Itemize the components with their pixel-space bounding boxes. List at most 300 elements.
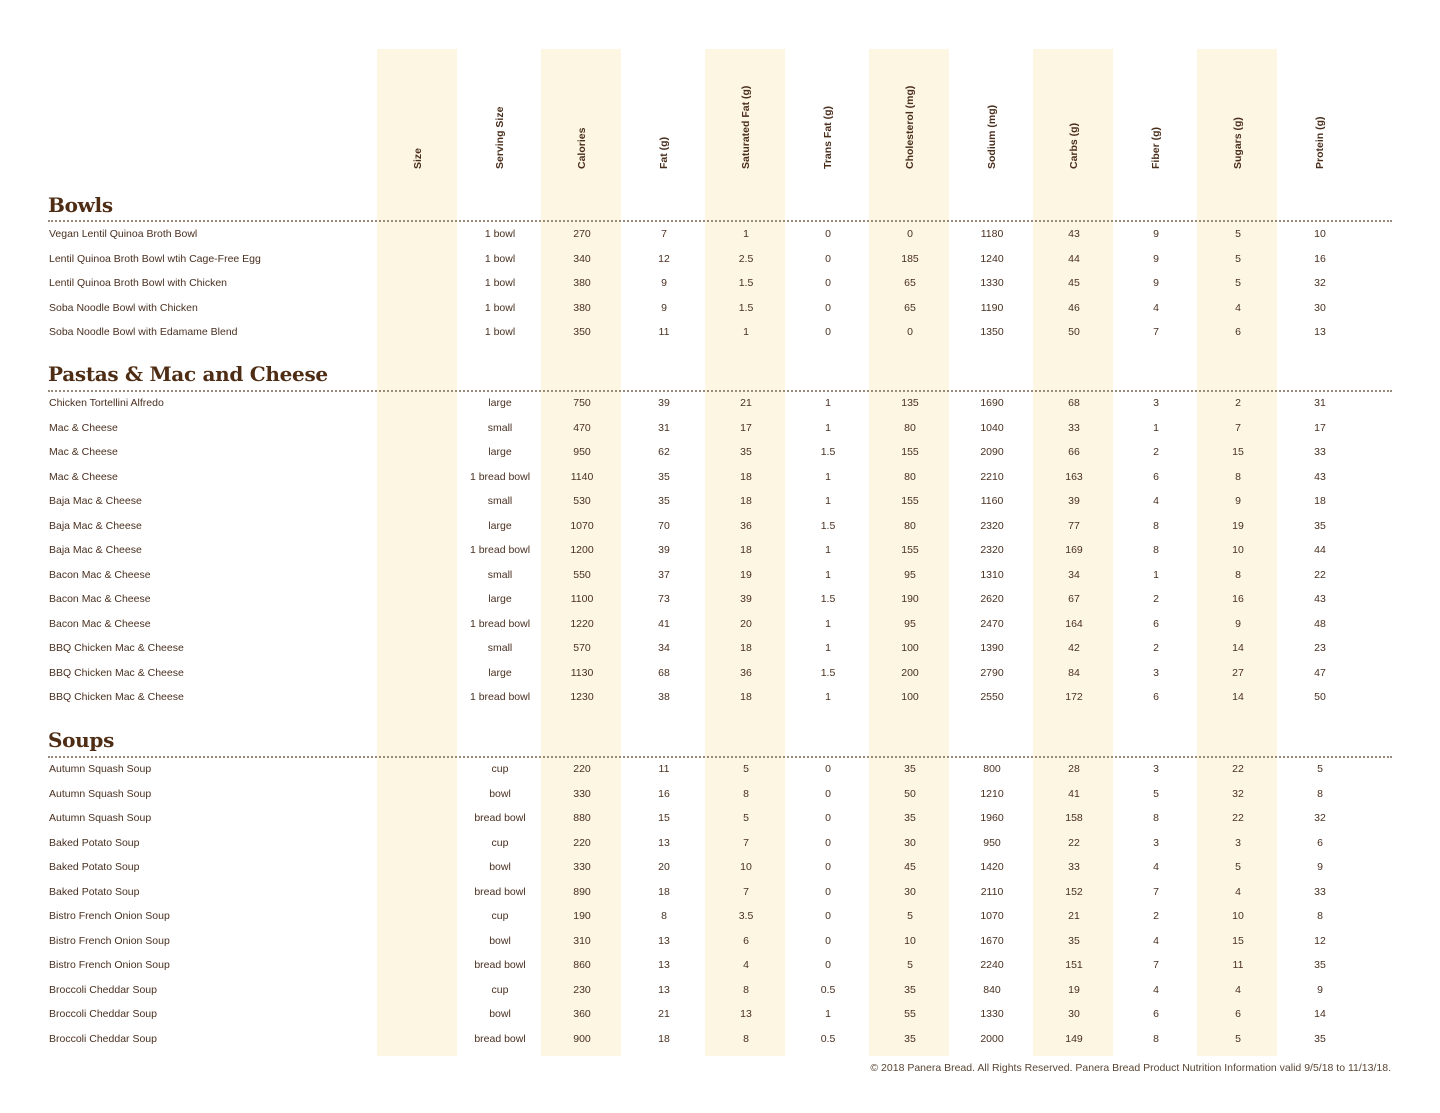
cell-sugars-g: 9 — [1235, 617, 1241, 630]
cell-sodium-mg: 1420 — [980, 861, 1004, 873]
cell-serving-size: cup — [491, 910, 509, 922]
cell-trans-fat-g: 0 — [825, 934, 831, 947]
cell-trans-fat-g: 1 — [825, 544, 831, 556]
cell-trans-fat-g: 1.5 — [820, 519, 836, 532]
cell-sodium-mg: 1070 — [980, 910, 1004, 922]
cell-fat-g: 31 — [658, 421, 670, 434]
cell-serving-size: bowl — [489, 1008, 511, 1020]
cell-fiber-g: 8 — [1153, 519, 1159, 532]
item-name: Baja Mac & Cheese — [49, 544, 142, 556]
cell-fiber-g: 9 — [1153, 228, 1159, 240]
cell-protein-g: 31 — [1314, 397, 1326, 409]
cell-cholesterol-mg: 0 — [907, 228, 913, 240]
cell-fiber-g: 3 — [1153, 397, 1159, 409]
cell-protein-g: 8 — [1317, 787, 1323, 800]
cell-sodium-mg: 1690 — [980, 397, 1004, 409]
cell-sugars-g: 2 — [1235, 397, 1241, 409]
cell-calories: 570 — [573, 642, 591, 654]
table-row — [0, 935, 1440, 959]
cell-cholesterol-mg: 30 — [904, 836, 916, 849]
cell-serving-size: 1 bread bowl — [469, 470, 531, 483]
cell-protein-g: 43 — [1314, 593, 1326, 605]
cell-protein-g: 12 — [1314, 934, 1326, 947]
table-row — [0, 763, 1440, 787]
cell-trans-fat-g: 0 — [825, 861, 831, 873]
cell-fat-g: 21 — [658, 1008, 670, 1020]
cell-fat-g: 39 — [658, 544, 670, 556]
item-name: Vegan Lentil Quinoa Broth Bowl — [49, 228, 198, 240]
cell-carbs-g: 77 — [1068, 519, 1080, 532]
cell-trans-fat-g: 1 — [825, 617, 831, 630]
cell-sugars-g: 6 — [1235, 326, 1241, 338]
cell-fiber-g: 3 — [1153, 836, 1159, 849]
item-name: Soba Noodle Bowl with Edamame Blend — [49, 326, 238, 338]
cell-saturated-fat-g: 6 — [743, 934, 749, 947]
cell-protein-g: 5 — [1317, 763, 1323, 775]
column-header-label: Cholesterol (mg) — [904, 85, 916, 169]
cell-serving-size: bread bowl — [474, 885, 526, 898]
cell-calories: 750 — [573, 397, 591, 409]
cell-trans-fat-g: 0 — [825, 959, 831, 971]
cell-trans-fat-g: 0 — [825, 228, 831, 240]
cell-fat-g: 35 — [658, 470, 670, 483]
column-header-label: Calories — [576, 127, 588, 169]
item-name: Autumn Squash Soup — [49, 763, 152, 775]
table-row — [0, 812, 1440, 836]
cell-fiber-g: 7 — [1153, 885, 1159, 898]
cell-calories: 230 — [573, 983, 591, 996]
cell-protein-g: 47 — [1314, 666, 1326, 679]
cell-calories: 1220 — [570, 617, 594, 630]
cell-calories: 270 — [573, 228, 591, 240]
cell-fiber-g: 1 — [1153, 568, 1159, 581]
item-name: Mac & Cheese — [49, 446, 118, 458]
cell-calories: 340 — [573, 252, 591, 265]
cell-protein-g: 30 — [1314, 301, 1326, 314]
cell-saturated-fat-g: 39 — [740, 593, 752, 605]
cell-saturated-fat-g: 1.5 — [738, 277, 754, 289]
item-name: Baked Potato Soup — [49, 861, 140, 873]
table-row — [0, 253, 1440, 277]
item-name: Bistro French Onion Soup — [49, 959, 170, 971]
cell-saturated-fat-g: 21 — [740, 397, 752, 409]
cell-saturated-fat-g: 35 — [740, 446, 752, 458]
item-name: Soba Noodle Bowl with Chicken — [49, 301, 198, 314]
cell-protein-g: 32 — [1314, 812, 1326, 824]
cell-saturated-fat-g: 7 — [743, 836, 749, 849]
column-header-label: Saturated Fat (g) — [740, 85, 752, 169]
cell-protein-g: 14 — [1314, 1008, 1326, 1020]
cell-serving-size: large — [488, 593, 512, 605]
cell-protein-g: 44 — [1314, 544, 1326, 556]
cell-fiber-g: 2 — [1153, 642, 1159, 654]
table-row — [0, 959, 1440, 983]
cell-sodium-mg: 1240 — [980, 252, 1004, 265]
cell-protein-g: 8 — [1317, 910, 1323, 922]
cell-sodium-mg: 2090 — [980, 446, 1004, 458]
cell-calories: 1130 — [570, 666, 594, 679]
cell-protein-g: 16 — [1314, 252, 1326, 265]
cell-fat-g: 11 — [658, 326, 670, 338]
cell-fiber-g: 6 — [1153, 617, 1159, 630]
item-name: BBQ Chicken Mac & Cheese — [49, 666, 184, 679]
cell-protein-g: 9 — [1317, 861, 1323, 873]
cell-sodium-mg: 1310 — [980, 568, 1004, 581]
item-name: Autumn Squash Soup — [49, 787, 152, 800]
cell-fat-g: 34 — [658, 642, 670, 654]
item-name: Broccoli Cheddar Soup — [49, 1008, 157, 1020]
cell-carbs-g: 34 — [1068, 568, 1080, 581]
cell-cholesterol-mg: 100 — [901, 691, 919, 703]
cell-serving-size: large — [488, 666, 512, 679]
cell-carbs-g: 67 — [1068, 593, 1080, 605]
cell-calories: 1230 — [570, 691, 594, 703]
cell-saturated-fat-g: 18 — [740, 691, 752, 703]
cell-cholesterol-mg: 185 — [901, 252, 919, 265]
cell-fiber-g: 7 — [1153, 959, 1159, 971]
table-row — [0, 446, 1440, 470]
cell-sugars-g: 4 — [1235, 301, 1241, 314]
cell-protein-g: 10 — [1314, 228, 1326, 240]
item-name: Bistro French Onion Soup — [49, 910, 170, 922]
cell-saturated-fat-g: 3.5 — [738, 910, 754, 922]
cell-sugars-g: 16 — [1232, 593, 1244, 605]
cell-cholesterol-mg: 80 — [904, 519, 916, 532]
table-row — [0, 861, 1440, 885]
cell-sugars-g: 14 — [1232, 642, 1244, 654]
cell-sugars-g: 22 — [1232, 763, 1244, 775]
cell-serving-size: bread bowl — [474, 959, 526, 971]
item-name: BBQ Chicken Mac & Cheese — [49, 642, 184, 654]
item-name: Baja Mac & Cheese — [49, 519, 142, 532]
cell-saturated-fat-g: 1 — [743, 326, 749, 338]
cell-fiber-g: 3 — [1153, 763, 1159, 775]
cell-sugars-g: 7 — [1235, 421, 1241, 434]
cell-sodium-mg: 1350 — [980, 326, 1004, 338]
table-row — [0, 471, 1440, 495]
cell-serving-size: bread bowl — [474, 812, 526, 824]
cell-sugars-g: 32 — [1232, 787, 1244, 800]
item-name: Baked Potato Soup — [49, 885, 140, 898]
cell-saturated-fat-g: 2.5 — [738, 252, 754, 265]
cell-fiber-g: 9 — [1153, 277, 1159, 289]
column-header-label: Fiber (g) — [1150, 127, 1162, 169]
cell-fat-g: 11 — [658, 763, 670, 775]
item-name: Bacon Mac & Cheese — [49, 617, 151, 630]
cell-sodium-mg: 1160 — [980, 495, 1004, 507]
cell-sugars-g: 19 — [1232, 519, 1244, 532]
table-row — [0, 422, 1440, 446]
cell-serving-size: cup — [491, 983, 509, 996]
cell-saturated-fat-g: 13 — [740, 1008, 752, 1020]
cell-fat-g: 12 — [658, 252, 670, 265]
cell-trans-fat-g: 1.5 — [820, 446, 836, 458]
cell-fat-g: 70 — [658, 519, 670, 532]
cell-carbs-g: 22 — [1068, 836, 1080, 849]
cell-sodium-mg: 1190 — [980, 301, 1004, 314]
cell-cholesterol-mg: 50 — [904, 787, 916, 800]
cell-sodium-mg: 1960 — [980, 812, 1004, 824]
cell-carbs-g: 84 — [1068, 666, 1080, 679]
cell-trans-fat-g: 0 — [825, 812, 831, 824]
cell-fat-g: 38 — [658, 691, 670, 703]
cell-carbs-g: 46 — [1068, 301, 1080, 314]
cell-serving-size: small — [487, 568, 513, 581]
cell-fat-g: 62 — [658, 446, 670, 458]
cell-serving-size: large — [488, 519, 512, 532]
item-name: Lentil Quinoa Broth Bowl wtih Cage-Free Egg — [49, 252, 261, 265]
cell-fiber-g: 6 — [1153, 691, 1159, 703]
cell-serving-size: 1 bread bowl — [469, 617, 531, 630]
column-header-label: Protein (g) — [1314, 116, 1326, 169]
cell-cholesterol-mg: 65 — [904, 301, 916, 314]
cell-sodium-mg: 840 — [983, 983, 1001, 996]
cell-cholesterol-mg: 95 — [904, 617, 916, 630]
cell-sodium-mg: 1210 — [980, 787, 1004, 800]
cell-fat-g: 41 — [658, 617, 670, 630]
cell-saturated-fat-g: 18 — [740, 495, 752, 507]
cell-sugars-g: 5 — [1235, 861, 1241, 873]
cell-serving-size: 1 bowl — [484, 252, 516, 265]
cell-cholesterol-mg: 95 — [904, 568, 916, 581]
cell-cholesterol-mg: 0 — [907, 326, 913, 338]
cell-saturated-fat-g: 5 — [743, 763, 749, 775]
cell-fat-g: 18 — [658, 1032, 670, 1045]
cell-fiber-g: 9 — [1153, 252, 1159, 265]
cell-trans-fat-g: 0 — [825, 252, 831, 265]
table-row — [0, 228, 1440, 252]
cell-trans-fat-g: 1.5 — [820, 593, 836, 605]
cell-calories: 470 — [573, 421, 591, 434]
cell-sugars-g: 27 — [1232, 666, 1244, 679]
cell-saturated-fat-g: 5 — [743, 812, 749, 824]
cell-calories: 1140 — [570, 470, 594, 483]
cell-sodium-mg: 2000 — [980, 1032, 1004, 1045]
cell-sugars-g: 5 — [1235, 252, 1241, 265]
cell-fiber-g: 6 — [1153, 1008, 1159, 1020]
cell-protein-g: 6 — [1317, 836, 1323, 849]
cell-carbs-g: 21 — [1068, 910, 1080, 922]
cell-trans-fat-g: 0 — [825, 885, 831, 898]
section-divider — [48, 390, 1392, 392]
cell-carbs-g: 44 — [1068, 252, 1080, 265]
cell-carbs-g: 33 — [1068, 861, 1080, 873]
cell-sodium-mg: 1670 — [980, 934, 1004, 947]
cell-calories: 350 — [573, 326, 591, 338]
table-row — [0, 1033, 1440, 1057]
item-name: BBQ Chicken Mac & Cheese — [49, 691, 184, 703]
cell-saturated-fat-g: 4 — [743, 959, 749, 971]
cell-sodium-mg: 800 — [983, 763, 1001, 775]
cell-calories: 1200 — [570, 544, 594, 556]
cell-calories: 950 — [573, 446, 591, 458]
table-row — [0, 520, 1440, 544]
cell-protein-g: 35 — [1314, 959, 1326, 971]
cell-fat-g: 37 — [658, 568, 670, 581]
cell-sodium-mg: 2550 — [980, 691, 1004, 703]
cell-fiber-g: 1 — [1153, 421, 1159, 434]
cell-trans-fat-g: 0 — [825, 277, 831, 289]
cell-serving-size: 1 bowl — [484, 326, 516, 338]
cell-saturated-fat-g: 36 — [740, 519, 752, 532]
section-title: Soups — [48, 728, 115, 752]
cell-trans-fat-g: 0.5 — [820, 1032, 836, 1045]
table-row — [0, 642, 1440, 666]
cell-sugars-g: 5 — [1235, 277, 1241, 289]
cell-serving-size: bowl — [489, 787, 511, 800]
cell-calories: 380 — [573, 301, 591, 314]
cell-trans-fat-g: 1 — [825, 421, 831, 434]
column-header-label: Sugars (g) — [1232, 117, 1244, 169]
column-header-label: Sodium (mg) — [986, 104, 998, 169]
cell-trans-fat-g: 1 — [825, 397, 831, 409]
item-name: Mac & Cheese — [49, 470, 118, 483]
cell-cholesterol-mg: 80 — [904, 470, 916, 483]
cell-sodium-mg: 2320 — [980, 519, 1004, 532]
cell-fat-g: 35 — [658, 495, 670, 507]
cell-cholesterol-mg: 200 — [901, 666, 919, 679]
cell-cholesterol-mg: 100 — [901, 642, 919, 654]
cell-calories: 220 — [573, 763, 591, 775]
cell-saturated-fat-g: 1.5 — [738, 301, 754, 314]
cell-carbs-g: 28 — [1068, 763, 1080, 775]
cell-cholesterol-mg: 35 — [904, 983, 916, 996]
cell-cholesterol-mg: 55 — [904, 1008, 916, 1020]
table-row — [0, 326, 1440, 350]
cell-sugars-g: 3 — [1235, 836, 1241, 849]
item-name: Mac & Cheese — [49, 421, 118, 434]
cell-fat-g: 9 — [661, 277, 667, 289]
cell-protein-g: 18 — [1314, 495, 1326, 507]
cell-sugars-g: 15 — [1232, 934, 1244, 947]
cell-serving-size: 1 bowl — [484, 228, 516, 240]
cell-calories: 220 — [573, 836, 591, 849]
cell-sugars-g: 14 — [1232, 691, 1244, 703]
item-name: Broccoli Cheddar Soup — [49, 983, 157, 996]
cell-protein-g: 50 — [1314, 691, 1326, 703]
cell-fat-g: 7 — [661, 228, 667, 240]
cell-sugars-g: 9 — [1235, 495, 1241, 507]
cell-trans-fat-g: 1 — [825, 691, 831, 703]
cell-calories: 380 — [573, 277, 591, 289]
cell-protein-g: 48 — [1314, 617, 1326, 630]
cell-fiber-g: 7 — [1153, 326, 1159, 338]
table-row — [0, 788, 1440, 812]
cell-trans-fat-g: 0 — [825, 763, 831, 775]
cell-saturated-fat-g: 20 — [740, 617, 752, 630]
cell-fat-g: 13 — [658, 983, 670, 996]
cell-carbs-g: 42 — [1068, 642, 1080, 654]
cell-fat-g: 39 — [658, 397, 670, 409]
cell-sugars-g: 15 — [1232, 446, 1244, 458]
cell-sodium-mg: 2110 — [980, 885, 1004, 898]
cell-trans-fat-g: 1 — [825, 642, 831, 654]
cell-sodium-mg: 1040 — [980, 421, 1004, 434]
cell-carbs-g: 152 — [1065, 885, 1083, 898]
cell-serving-size: 1 bread bowl — [469, 544, 531, 556]
cell-saturated-fat-g: 18 — [740, 544, 752, 556]
cell-carbs-g: 19 — [1068, 983, 1080, 996]
cell-protein-g: 43 — [1314, 470, 1326, 483]
cell-cholesterol-mg: 65 — [904, 277, 916, 289]
table-row — [0, 910, 1440, 934]
cell-cholesterol-mg: 135 — [901, 397, 919, 409]
cell-calories: 330 — [573, 861, 591, 873]
cell-calories: 880 — [573, 812, 591, 824]
cell-carbs-g: 169 — [1065, 544, 1083, 556]
cell-serving-size: small — [487, 421, 513, 434]
cell-protein-g: 33 — [1314, 885, 1326, 898]
cell-sugars-g: 8 — [1235, 568, 1241, 581]
cell-fat-g: 13 — [658, 959, 670, 971]
column-header-label: Serving Size — [494, 106, 506, 169]
item-name: Autumn Squash Soup — [49, 812, 152, 824]
table-row — [0, 544, 1440, 568]
cell-serving-size: cup — [491, 836, 509, 849]
cell-saturated-fat-g: 8 — [743, 983, 749, 996]
table-row — [0, 886, 1440, 910]
cell-serving-size: bowl — [489, 861, 511, 873]
cell-cholesterol-mg: 155 — [901, 495, 919, 507]
section-divider — [48, 220, 1392, 222]
cell-serving-size: bread bowl — [474, 1032, 526, 1045]
cell-serving-size: 1 bowl — [484, 301, 516, 314]
cell-protein-g: 13 — [1314, 326, 1326, 338]
cell-sugars-g: 4 — [1235, 983, 1241, 996]
cell-cholesterol-mg: 45 — [904, 861, 916, 873]
cell-sugars-g: 6 — [1235, 1008, 1241, 1020]
cell-protein-g: 23 — [1314, 642, 1326, 654]
cell-serving-size: large — [488, 446, 512, 458]
cell-trans-fat-g: 0 — [825, 301, 831, 314]
cell-carbs-g: 68 — [1068, 397, 1080, 409]
cell-sodium-mg: 1390 — [980, 642, 1004, 654]
cell-sodium-mg: 2620 — [980, 593, 1004, 605]
item-name: Lentil Quinoa Broth Bowl with Chicken — [49, 277, 228, 289]
cell-serving-size: small — [487, 495, 513, 507]
table-row — [0, 277, 1440, 301]
cell-fat-g: 8 — [661, 910, 667, 922]
cell-calories: 900 — [573, 1032, 591, 1045]
cell-sugars-g: 8 — [1235, 470, 1241, 483]
cell-calories: 860 — [573, 959, 591, 971]
column-header-label: Fat (g) — [658, 136, 670, 169]
cell-sugars-g: 10 — [1232, 910, 1244, 922]
cell-saturated-fat-g: 36 — [740, 666, 752, 679]
cell-fiber-g: 8 — [1153, 812, 1159, 824]
cell-fiber-g: 4 — [1153, 983, 1159, 996]
cell-calories: 550 — [573, 568, 591, 581]
cell-saturated-fat-g: 18 — [740, 642, 752, 654]
cell-calories: 530 — [573, 495, 591, 507]
cell-carbs-g: 30 — [1068, 1008, 1080, 1020]
cell-carbs-g: 33 — [1068, 421, 1080, 434]
cell-fiber-g: 4 — [1153, 861, 1159, 873]
cell-cholesterol-mg: 80 — [904, 421, 916, 434]
cell-fat-g: 15 — [658, 812, 670, 824]
cell-protein-g: 35 — [1314, 519, 1326, 532]
cell-sugars-g: 4 — [1235, 885, 1241, 898]
cell-calories: 890 — [573, 885, 591, 898]
cell-sodium-mg: 2790 — [980, 666, 1004, 679]
cell-carbs-g: 163 — [1065, 470, 1083, 483]
cell-carbs-g: 149 — [1065, 1032, 1083, 1045]
cell-serving-size: cup — [491, 763, 509, 775]
cell-fiber-g: 4 — [1153, 495, 1159, 507]
cell-cholesterol-mg: 155 — [901, 544, 919, 556]
section-title: Pastas & Mac and Cheese — [48, 362, 328, 386]
item-name: Chicken Tortellini Alfredo — [49, 397, 164, 409]
